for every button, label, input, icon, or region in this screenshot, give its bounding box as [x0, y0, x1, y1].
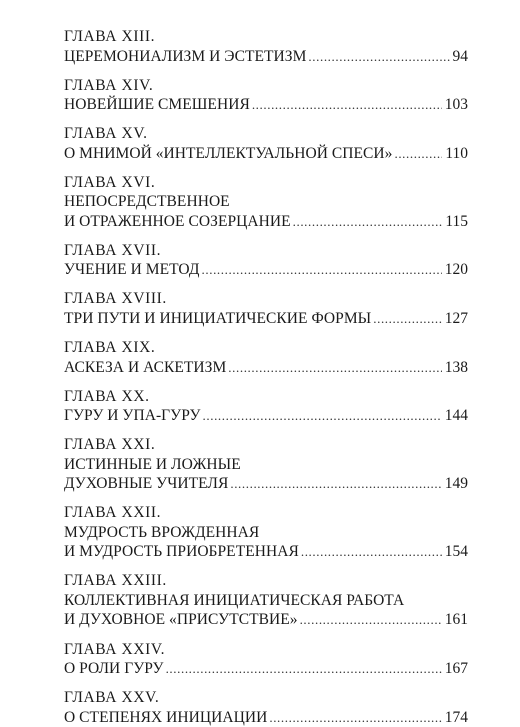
dot-leader [293, 212, 443, 232]
toc-title: АСКЕЗА И АСКЕТИЗМ [64, 358, 227, 376]
toc-title: И МУДРОСТЬ ПРИОБРЕТЕННАЯ [64, 543, 299, 561]
dot-leader [300, 610, 442, 630]
toc-title-line [64, 523, 468, 543]
toc-title-line [64, 455, 468, 475]
toc-chapter-number: ГЛАВА XIV. [64, 76, 154, 94]
toc-entry[interactable] [64, 241, 468, 280]
toc-title: ИСТИННЫЕ И ЛОЖНЫЕ [64, 455, 241, 473]
toc-title: КОЛЛЕКТИВНАЯ ИНИЦИАТИЧЕСКАЯ РАБОТА [64, 591, 405, 609]
toc-title: ГУРУ И УПА-ГУРУ [64, 407, 201, 425]
toc-title: ЦЕРЕМОНИАЛИЗМ И ЭСТЕТИЗМ [64, 47, 307, 65]
table-of-contents [64, 27, 468, 727]
dot-leader [269, 708, 441, 727]
toc-title: НЕПОСРЕДСТВЕННОЕ [64, 193, 230, 211]
toc-page-number: 161 [444, 611, 468, 629]
dot-leader [308, 47, 449, 67]
toc-page-number: 154 [444, 543, 468, 561]
toc-title: ДУХОВНЫЕ УЧИТЕЛЯ [64, 475, 229, 493]
dot-leader [252, 95, 442, 115]
toc-chapter-number: ГЛАВА XIII. [64, 28, 156, 45]
toc-chapter-number: ГЛАВА XXI. [64, 436, 156, 454]
toc-title: МУДРОСТЬ ВРОЖДЕННАЯ [64, 523, 260, 541]
toc-entry[interactable] [64, 571, 468, 630]
toc-title-line [64, 708, 468, 727]
toc-title-line [64, 591, 468, 611]
toc-entry[interactable] [64, 173, 468, 232]
toc-title: О МНИМОЙ «ИНТЕЛЛЕКТУАЛЬНОЙ СПЕСИ» [64, 144, 393, 162]
toc-page-number: 115 [445, 212, 468, 230]
toc-title-line [64, 610, 468, 630]
toc-title-line [64, 192, 468, 212]
toc-chapter-number: ГЛАВА XVII. [64, 241, 162, 259]
toc-title: О РОЛИ ГУРУ [64, 660, 164, 678]
toc-chapter-number: ГЛАВА XIX. [64, 339, 156, 357]
toc-chapter-number: ГЛАВА XV. [64, 125, 148, 143]
toc-page-number: 127 [444, 309, 468, 327]
toc-page-number: 144 [444, 407, 468, 425]
dot-leader [203, 406, 442, 426]
toc-title-line [64, 309, 468, 329]
toc-entry[interactable] [64, 503, 468, 562]
toc-title-line [64, 406, 468, 426]
toc-entry[interactable] [64, 289, 468, 328]
toc-title: И ОТРАЖЕННОЕ СОЗЕРЦАНИЕ [64, 212, 291, 230]
toc-page-number: 174 [444, 708, 468, 726]
toc-title-line [64, 474, 468, 494]
toc-entry[interactable] [64, 640, 468, 679]
toc-page-number: 167 [444, 660, 468, 678]
toc-title-line [64, 47, 468, 67]
toc-page-number: 149 [444, 475, 468, 493]
toc-title-line [64, 542, 468, 562]
toc-entry[interactable] [64, 688, 468, 727]
toc-chapter-number: ГЛАВА XXII. [64, 504, 162, 522]
toc-title-line [64, 212, 468, 232]
toc-title-line [64, 260, 468, 280]
toc-title: НОВЕЙШИЕ СМЕШЕНИЯ [64, 96, 250, 114]
toc-page-number: 94 [452, 47, 468, 65]
toc-title-line [64, 659, 468, 679]
toc-chapter-number: ГЛАВА XX. [64, 387, 150, 405]
toc-chapter-number: ГЛАВА XXIV. [64, 640, 166, 658]
toc-title-line [64, 358, 468, 378]
toc-entry[interactable] [64, 76, 468, 115]
dot-leader [230, 474, 441, 494]
dot-leader [202, 260, 442, 280]
toc-entry[interactable] [64, 124, 468, 163]
dot-leader [166, 659, 442, 679]
toc-chapter-number: ГЛАВА XXIII. [64, 572, 167, 590]
toc-entry[interactable] [64, 27, 468, 66]
toc-title-line [64, 95, 468, 115]
toc-chapter-number: ГЛАВА XVI. [64, 173, 156, 191]
toc-title: И ДУХОВНОЕ «ПРИСУТСТВИЕ» [64, 611, 298, 629]
dot-leader [394, 144, 442, 164]
toc-page-number: 138 [444, 358, 468, 376]
toc-title: О СТЕПЕНЯХ ИНИЦИАЦИИ [64, 708, 268, 726]
toc-entry[interactable] [64, 338, 468, 377]
toc-title: УЧЕНИЕ И МЕТОД [64, 261, 200, 279]
toc-page-number: 120 [444, 261, 468, 279]
dot-leader [301, 542, 442, 562]
toc-title: ТРИ ПУТИ И ИНИЦИАТИЧЕСКИЕ ФОРМЫ [64, 309, 372, 327]
toc-entry[interactable] [64, 387, 468, 426]
toc-chapter-number: ГЛАВА XVIII. [64, 290, 167, 308]
toc-entry[interactable] [64, 435, 468, 494]
toc-title-line [64, 144, 468, 164]
dot-leader [228, 358, 441, 378]
toc-page-number: 110 [445, 144, 468, 162]
toc-chapter-number: ГЛАВА XXV. [64, 689, 160, 707]
toc-page-number: 103 [444, 96, 468, 114]
dot-leader [373, 309, 442, 329]
